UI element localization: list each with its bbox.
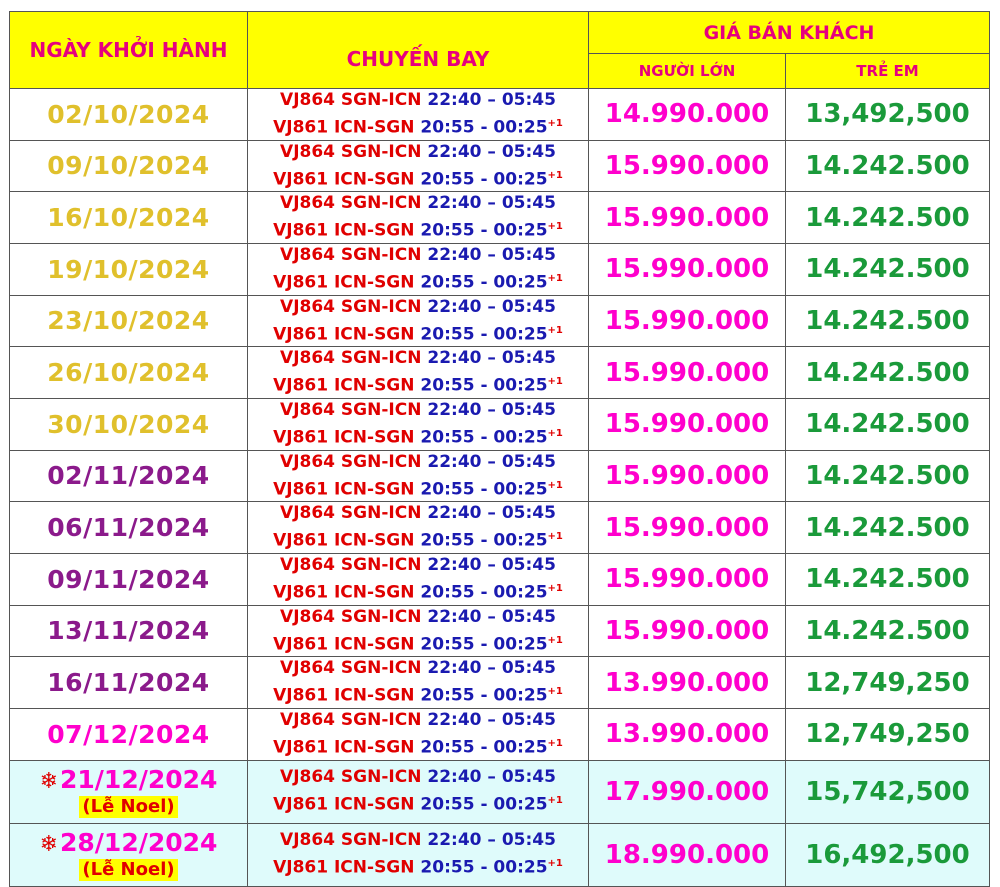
next-day-marker: +1 <box>547 479 563 491</box>
table-row <box>10 295 990 347</box>
adult-price: 15.990.000 <box>589 502 786 554</box>
outbound-flight <box>248 399 588 422</box>
flight-cell <box>248 502 589 554</box>
next-day-marker: +1 <box>547 427 563 439</box>
return-flight <box>248 370 588 398</box>
next-day-marker: +1 <box>547 634 563 646</box>
outbound-time: 22:40 – 05:45 <box>427 709 556 730</box>
child-price: 14.242.500 <box>786 502 990 554</box>
adult-price: 15.990.000 <box>589 450 786 502</box>
outbound-code: VJ864 SGN-ICN <box>280 606 422 627</box>
child-price: 15,742,500 <box>786 760 990 823</box>
adult-price: 17.990.000 <box>589 760 786 823</box>
outbound-flight <box>248 606 588 629</box>
return-code: VJ861 ICN-SGN <box>273 324 415 345</box>
departure-date: 21/12/2024 <box>60 764 218 794</box>
return-flight <box>248 112 588 140</box>
return-flight <box>248 852 588 880</box>
price-table-container <box>9 11 989 887</box>
table-row <box>10 657 990 709</box>
outbound-code: VJ864 SGN-ICN <box>280 399 422 420</box>
return-flight <box>248 577 588 605</box>
return-time: 20:55 - 00:25 <box>420 685 548 706</box>
adult-price: 15.990.000 <box>589 605 786 657</box>
return-code: VJ861 ICN-SGN <box>273 220 415 241</box>
return-code: VJ861 ICN-SGN <box>273 272 415 293</box>
next-day-marker: +1 <box>547 686 563 698</box>
return-code: VJ861 ICN-SGN <box>273 375 415 396</box>
departure-date: 06/11/2024 <box>10 502 248 554</box>
adult-price: 15.990.000 <box>589 140 786 192</box>
header-flight: CHUYẾN BAY <box>248 12 589 89</box>
return-flight <box>248 422 588 450</box>
return-flight <box>248 680 588 708</box>
outbound-time: 22:40 – 05:45 <box>427 399 556 420</box>
outbound-code: VJ864 SGN-ICN <box>280 767 422 788</box>
outbound-code: VJ864 SGN-ICN <box>280 193 422 214</box>
outbound-time: 22:40 – 05:45 <box>427 830 556 851</box>
outbound-time: 22:40 – 05:45 <box>427 141 556 162</box>
return-flight <box>248 474 588 502</box>
holiday-date-line <box>10 829 247 859</box>
header-child: TRẺ EM <box>786 54 990 89</box>
next-day-marker: +1 <box>547 795 563 807</box>
return-flight <box>248 629 588 657</box>
next-day-marker: +1 <box>547 737 563 749</box>
flight-cell <box>248 760 589 823</box>
return-code: VJ861 ICN-SGN <box>273 479 415 500</box>
price-table-body <box>10 89 990 887</box>
child-price: 12,749,250 <box>786 708 990 760</box>
child-price: 14.242.500 <box>786 398 990 450</box>
holiday-date-line <box>10 766 247 796</box>
return-time: 20:55 - 00:25 <box>420 117 548 138</box>
header-adult: NGƯỜI LỚN <box>589 54 786 89</box>
outbound-code: VJ864 SGN-ICN <box>280 709 422 730</box>
table-row <box>10 553 990 605</box>
table-row <box>10 243 990 295</box>
next-day-marker: +1 <box>547 582 563 594</box>
adult-price: 13.990.000 <box>589 708 786 760</box>
outbound-time: 22:40 – 05:45 <box>427 90 556 110</box>
snowflake-icon: ❄ <box>39 831 58 857</box>
return-flight <box>248 215 588 243</box>
table-row <box>10 450 990 502</box>
next-day-marker: +1 <box>547 272 563 284</box>
child-price: 14.242.500 <box>786 295 990 347</box>
holiday-date-cell <box>10 760 248 823</box>
adult-price: 15.990.000 <box>589 347 786 399</box>
return-code: VJ861 ICN-SGN <box>273 427 415 448</box>
return-flight <box>248 525 588 553</box>
outbound-code: VJ864 SGN-ICN <box>280 658 422 679</box>
flight-cell <box>248 823 589 886</box>
next-day-marker: +1 <box>547 858 563 870</box>
next-day-marker: +1 <box>547 531 563 543</box>
return-time: 20:55 - 00:25 <box>420 794 548 815</box>
outbound-time: 22:40 – 05:45 <box>427 554 556 575</box>
outbound-code: VJ864 SGN-ICN <box>280 141 422 162</box>
outbound-code: VJ864 SGN-ICN <box>280 348 422 369</box>
table-row <box>10 140 990 192</box>
child-price: 14.242.500 <box>786 553 990 605</box>
flight-cell <box>248 553 589 605</box>
outbound-time: 22:40 – 05:45 <box>427 193 556 214</box>
departure-date: 02/10/2024 <box>10 89 248 141</box>
flight-cell <box>248 89 589 141</box>
outbound-flight <box>248 192 588 215</box>
adult-price: 15.990.000 <box>589 192 786 244</box>
snowflake-icon: ❄ <box>39 768 58 794</box>
departure-date: 07/12/2024 <box>10 708 248 760</box>
outbound-code: VJ864 SGN-ICN <box>280 554 422 575</box>
return-flight <box>248 267 588 295</box>
return-time: 20:55 - 00:25 <box>420 220 548 241</box>
table-row <box>10 89 990 141</box>
next-day-marker: +1 <box>547 324 563 336</box>
return-time: 20:55 - 00:25 <box>420 530 548 551</box>
return-code: VJ861 ICN-SGN <box>273 685 415 706</box>
return-code: VJ861 ICN-SGN <box>273 634 415 655</box>
child-price: 14.242.500 <box>786 140 990 192</box>
outbound-code: VJ864 SGN-ICN <box>280 503 422 524</box>
outbound-flight <box>248 766 588 789</box>
return-code: VJ861 ICN-SGN <box>273 530 415 551</box>
flight-cell <box>248 243 589 295</box>
flight-cell <box>248 398 589 450</box>
adult-price: 15.990.000 <box>589 553 786 605</box>
flight-cell <box>248 708 589 760</box>
child-price: 13,492,500 <box>786 89 990 141</box>
next-day-marker: +1 <box>547 169 563 181</box>
adult-price: 15.990.000 <box>589 295 786 347</box>
adult-price: 15.990.000 <box>589 243 786 295</box>
outbound-time: 22:40 – 05:45 <box>427 606 556 627</box>
adult-price: 15.990.000 <box>589 398 786 450</box>
departure-date: 28/12/2024 <box>60 827 218 857</box>
child-price: 14.242.500 <box>786 450 990 502</box>
outbound-flight <box>248 657 588 680</box>
return-time: 20:55 - 00:25 <box>420 479 548 500</box>
departure-date: 09/10/2024 <box>10 140 248 192</box>
flight-cell <box>248 140 589 192</box>
departure-date: 23/10/2024 <box>10 295 248 347</box>
header-departure-date: NGÀY KHỞI HÀNH <box>10 12 248 89</box>
table-row <box>10 502 990 554</box>
outbound-code: VJ864 SGN-ICN <box>280 244 422 265</box>
outbound-code: VJ864 SGN-ICN <box>280 90 422 110</box>
outbound-time: 22:40 – 05:45 <box>427 244 556 265</box>
child-price: 14.242.500 <box>786 192 990 244</box>
child-price: 14.242.500 <box>786 605 990 657</box>
table-row <box>10 192 990 244</box>
departure-date: 19/10/2024 <box>10 243 248 295</box>
outbound-flight <box>248 502 588 525</box>
departure-date: 30/10/2024 <box>10 398 248 450</box>
flight-cell <box>248 295 589 347</box>
holiday-note: (Lễ Noel) <box>79 859 177 881</box>
return-code: VJ861 ICN-SGN <box>273 117 415 138</box>
return-code: VJ861 ICN-SGN <box>273 737 415 758</box>
adult-price: 18.990.000 <box>589 823 786 886</box>
table-row <box>10 347 990 399</box>
child-price: 16,492,500 <box>786 823 990 886</box>
departure-date: 26/10/2024 <box>10 347 248 399</box>
return-code: VJ861 ICN-SGN <box>273 794 415 815</box>
departure-date: 16/10/2024 <box>10 192 248 244</box>
child-price: 14.242.500 <box>786 243 990 295</box>
return-flight <box>248 164 588 192</box>
outbound-flight <box>248 89 588 112</box>
return-time: 20:55 - 00:25 <box>420 272 548 293</box>
adult-price: 14.990.000 <box>589 89 786 141</box>
return-flight <box>248 319 588 347</box>
departure-date: 16/11/2024 <box>10 657 248 709</box>
return-time: 20:55 - 00:25 <box>420 324 548 345</box>
child-price: 12,749,250 <box>786 657 990 709</box>
return-code: VJ861 ICN-SGN <box>273 857 415 878</box>
return-time: 20:55 - 00:25 <box>420 634 548 655</box>
outbound-time: 22:40 – 05:45 <box>427 348 556 369</box>
next-day-marker: +1 <box>547 221 563 233</box>
holiday-note: (Lễ Noel) <box>79 796 177 818</box>
adult-price: 13.990.000 <box>589 657 786 709</box>
return-time: 20:55 - 00:25 <box>420 427 548 448</box>
return-time: 20:55 - 00:25 <box>420 375 548 396</box>
outbound-flight <box>248 347 588 370</box>
departure-date: 09/11/2024 <box>10 553 248 605</box>
outbound-time: 22:40 – 05:45 <box>427 658 556 679</box>
outbound-time: 22:40 – 05:45 <box>427 767 556 788</box>
table-row <box>10 398 990 450</box>
outbound-flight <box>248 296 588 319</box>
flight-cell <box>248 657 589 709</box>
outbound-flight <box>248 451 588 474</box>
return-time: 20:55 - 00:25 <box>420 857 548 878</box>
outbound-flight <box>248 829 588 852</box>
outbound-time: 22:40 – 05:45 <box>427 451 556 472</box>
outbound-code: VJ864 SGN-ICN <box>280 830 422 851</box>
holiday-date-cell <box>10 823 248 886</box>
holiday-row <box>10 760 990 823</box>
return-code: VJ861 ICN-SGN <box>273 169 415 190</box>
next-day-marker: +1 <box>547 376 563 388</box>
table-row <box>10 605 990 657</box>
return-time: 20:55 - 00:25 <box>420 169 548 190</box>
outbound-flight <box>248 244 588 267</box>
departure-date: 02/11/2024 <box>10 450 248 502</box>
outbound-code: VJ864 SGN-ICN <box>280 296 422 317</box>
outbound-time: 22:40 – 05:45 <box>427 296 556 317</box>
holiday-row <box>10 823 990 886</box>
return-code: VJ861 ICN-SGN <box>273 582 415 603</box>
table-row <box>10 708 990 760</box>
outbound-flight <box>248 141 588 164</box>
outbound-flight <box>248 709 588 732</box>
next-day-marker: +1 <box>547 118 563 129</box>
return-time: 20:55 - 00:25 <box>420 582 548 603</box>
departure-date: 13/11/2024 <box>10 605 248 657</box>
price-table <box>9 11 990 887</box>
flight-cell <box>248 450 589 502</box>
child-price: 14.242.500 <box>786 347 990 399</box>
header-price: GIÁ BÁN KHÁCH <box>589 12 990 54</box>
flight-cell <box>248 192 589 244</box>
outbound-time: 22:40 – 05:45 <box>427 503 556 524</box>
flight-cell <box>248 347 589 399</box>
return-time: 20:55 - 00:25 <box>420 737 548 758</box>
flight-cell <box>248 605 589 657</box>
outbound-flight <box>248 554 588 577</box>
return-flight <box>248 732 588 760</box>
outbound-code: VJ864 SGN-ICN <box>280 451 422 472</box>
